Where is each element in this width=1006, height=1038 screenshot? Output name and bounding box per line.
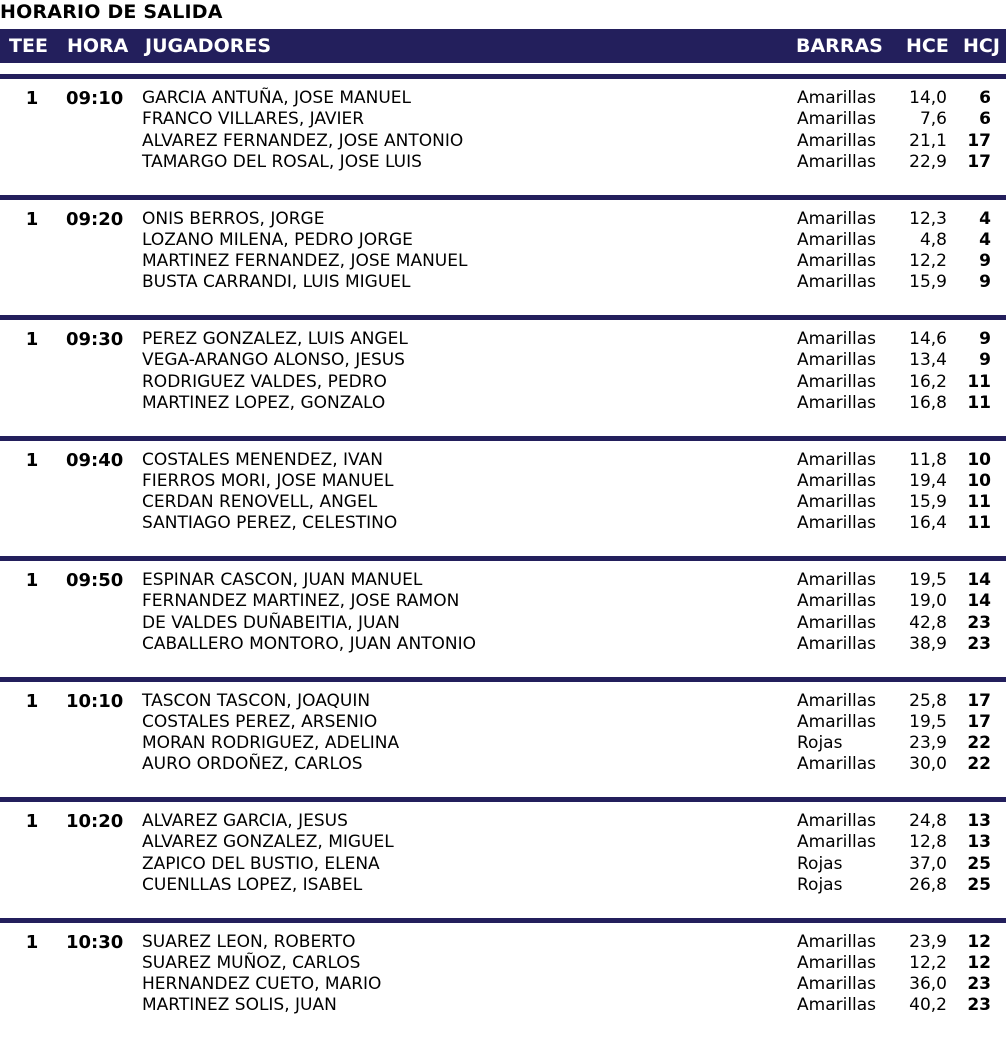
player-list: [0, 209, 1006, 294]
player-row: [0, 832, 1006, 853]
player-row: [0, 131, 1006, 152]
player-row: [0, 450, 1006, 471]
player-hce: 23,9: [898, 932, 947, 953]
player-name: FRANCO VILLARES, JAVIER: [142, 109, 364, 130]
tee-time-list: [0, 74, 1006, 1038]
player-name: MARTINEZ LOPEZ, GONZALO: [142, 393, 385, 414]
player-barras: Amarillas: [797, 152, 876, 173]
player-name: TASCON TASCON, JOAQUIN: [142, 691, 370, 712]
player-hce: 12,2: [898, 251, 947, 272]
player-name: MARTINEZ SOLIS, JUAN: [142, 995, 337, 1016]
player-row: [0, 492, 1006, 513]
player-name: SUAREZ LEON, ROBERTO: [142, 932, 356, 953]
player-hcj: 6: [958, 109, 991, 130]
player-hce: 14,6: [898, 329, 947, 350]
header-tee: TEE: [9, 29, 48, 63]
player-hcj: 9: [958, 329, 991, 350]
player-hcj: 4: [958, 209, 991, 230]
tee-time-group: [0, 195, 1006, 316]
player-list: [0, 570, 1006, 655]
player-hcj: 17: [958, 152, 991, 173]
player-barras: Amarillas: [797, 832, 876, 853]
player-hcj: 25: [958, 875, 991, 896]
tee-number: 1: [24, 88, 40, 109]
group-divider: [0, 556, 1006, 561]
player-hce: 12,8: [898, 832, 947, 853]
tee-time-group: [0, 677, 1006, 798]
player-hcj: 9: [958, 350, 991, 371]
player-name: LOZANO MILENA, PEDRO JORGE: [142, 230, 413, 251]
player-list: [0, 450, 1006, 535]
player-barras: Amarillas: [797, 393, 876, 414]
player-hce: 19,5: [898, 570, 947, 591]
player-name: TAMARGO DEL ROSAL, JOSE LUIS: [142, 152, 422, 173]
tee-time: 10:10: [66, 691, 123, 712]
player-barras: Amarillas: [797, 754, 876, 775]
player-hcj: 14: [958, 570, 991, 591]
player-name: HERNANDEZ CUETO, MARIO: [142, 974, 381, 995]
tee-time: 10:30: [66, 932, 123, 953]
player-hce: 23,9: [898, 733, 947, 754]
tee-time-group: [0, 74, 1006, 195]
player-name: ALVAREZ GONZALEZ, MIGUEL: [142, 832, 394, 853]
player-barras: Amarillas: [797, 712, 876, 733]
player-name: COSTALES MENENDEZ, IVAN: [142, 450, 383, 471]
tee-time-group: [0, 315, 1006, 436]
player-row: [0, 634, 1006, 655]
player-barras: Amarillas: [797, 350, 876, 371]
player-name: CERDAN RENOVELL, ANGEL: [142, 492, 377, 513]
player-row: [0, 272, 1006, 293]
player-barras: Amarillas: [797, 492, 876, 513]
player-hce: 16,4: [898, 513, 947, 534]
player-row: [0, 230, 1006, 251]
player-name: BUSTA CARRANDI, LUIS MIGUEL: [142, 272, 410, 293]
player-row: [0, 875, 1006, 896]
player-hce: 4,8: [898, 230, 947, 251]
player-hcj: 22: [958, 754, 991, 775]
group-divider: [0, 918, 1006, 923]
player-barras: Amarillas: [797, 109, 876, 130]
player-hcj: 11: [958, 372, 991, 393]
player-hcj: 6: [958, 88, 991, 109]
player-barras: Amarillas: [797, 450, 876, 471]
player-name: SUAREZ MUÑOZ, CARLOS: [142, 953, 360, 974]
player-barras: Amarillas: [797, 209, 876, 230]
player-name: COSTALES PEREZ, ARSENIO: [142, 712, 377, 733]
player-hcj: 10: [958, 450, 991, 471]
player-barras: Rojas: [797, 875, 842, 896]
tee-number: 1: [24, 329, 40, 350]
player-hce: 12,3: [898, 209, 947, 230]
player-hce: 21,1: [898, 131, 947, 152]
player-hce: 38,9: [898, 634, 947, 655]
player-row: [0, 854, 1006, 875]
player-barras: Amarillas: [797, 131, 876, 152]
player-barras: Amarillas: [797, 471, 876, 492]
tee-time: 09:30: [66, 329, 123, 350]
player-row: [0, 733, 1006, 754]
player-hcj: 11: [958, 513, 991, 534]
player-row: [0, 471, 1006, 492]
player-barras: Amarillas: [797, 513, 876, 534]
player-row: [0, 591, 1006, 612]
player-barras: Amarillas: [797, 570, 876, 591]
player-name: RODRIGUEZ VALDES, PEDRO: [142, 372, 387, 393]
tee-time: 10:20: [66, 811, 123, 832]
player-name: CUENLLAS LOPEZ, ISABEL: [142, 875, 362, 896]
player-hcj: 17: [958, 712, 991, 733]
tee-time: 09:10: [66, 88, 123, 109]
player-row: [0, 513, 1006, 534]
player-barras: Rojas: [797, 733, 842, 754]
player-row: [0, 372, 1006, 393]
player-hce: 13,4: [898, 350, 947, 371]
player-row: [0, 932, 1006, 953]
player-barras: Amarillas: [797, 953, 876, 974]
player-hcj: 25: [958, 854, 991, 875]
player-name: ONIS BERROS, JORGE: [142, 209, 324, 230]
player-row: [0, 350, 1006, 371]
player-name: ZAPICO DEL BUSTIO, ELENA: [142, 854, 380, 875]
header-hce: HCE: [906, 29, 949, 63]
player-hce: 15,9: [898, 492, 947, 513]
player-row: [0, 393, 1006, 414]
player-hce: 37,0: [898, 854, 947, 875]
player-name: MARTINEZ FERNANDEZ, JOSE MANUEL: [142, 251, 467, 272]
player-hcj: 17: [958, 131, 991, 152]
player-barras: Rojas: [797, 854, 842, 875]
player-row: [0, 570, 1006, 591]
player-hcj: 12: [958, 932, 991, 953]
player-hce: 14,0: [898, 88, 947, 109]
player-hcj: 11: [958, 393, 991, 414]
player-barras: Amarillas: [797, 329, 876, 350]
tee-time: 09:40: [66, 450, 123, 471]
player-row: [0, 953, 1006, 974]
player-hcj: 11: [958, 492, 991, 513]
player-name: CABALLERO MONTORO, JUAN ANTONIO: [142, 634, 476, 655]
player-name: ALVAREZ FERNANDEZ, JOSE ANTONIO: [142, 131, 463, 152]
player-hcj: 10: [958, 471, 991, 492]
player-barras: Amarillas: [797, 995, 876, 1016]
player-row: [0, 109, 1006, 130]
player-name: FIERROS MORI, JOSE MANUEL: [142, 471, 393, 492]
player-name: DE VALDES DUÑABEITIA, JUAN: [142, 613, 400, 634]
tee-time-group: [0, 556, 1006, 677]
table-header: [0, 29, 1006, 63]
player-barras: Amarillas: [797, 272, 876, 293]
player-hcj: 23: [958, 995, 991, 1016]
player-name: MORAN RODRIGUEZ, ADELINA: [142, 733, 399, 754]
player-hcj: 23: [958, 974, 991, 995]
player-row: [0, 613, 1006, 634]
player-hcj: 12: [958, 953, 991, 974]
player-hcj: 9: [958, 251, 991, 272]
player-barras: Amarillas: [797, 811, 876, 832]
tee-time: 09:50: [66, 570, 123, 591]
player-hcj: 23: [958, 634, 991, 655]
player-list: [0, 932, 1006, 1017]
player-barras: Amarillas: [797, 230, 876, 251]
tee-time-group: [0, 918, 1006, 1038]
player-row: [0, 88, 1006, 109]
header-jugadores: JUGADORES: [145, 29, 271, 63]
player-row: [0, 691, 1006, 712]
player-barras: Amarillas: [797, 372, 876, 393]
player-hce: 19,4: [898, 471, 947, 492]
player-list: [0, 329, 1006, 414]
player-hcj: 22: [958, 733, 991, 754]
player-row: [0, 995, 1006, 1016]
header-barras: BARRAS: [796, 29, 883, 63]
player-hce: 42,8: [898, 613, 947, 634]
page-title: HORARIO DE SALIDA: [0, 0, 223, 24]
player-hcj: 17: [958, 691, 991, 712]
group-divider: [0, 74, 1006, 79]
tee-number: 1: [24, 932, 40, 953]
player-row: [0, 152, 1006, 173]
group-divider: [0, 797, 1006, 802]
player-row: [0, 811, 1006, 832]
player-name: FERNANDEZ MARTINEZ, JOSE RAMON: [142, 591, 459, 612]
player-name: SANTIAGO PEREZ, CELESTINO: [142, 513, 397, 534]
tee-time-group: [0, 797, 1006, 918]
tee-number: 1: [24, 450, 40, 471]
player-name: VEGA-ARANGO ALONSO, JESUS: [142, 350, 405, 371]
player-hce: 40,2: [898, 995, 947, 1016]
tee-number: 1: [24, 209, 40, 230]
player-hce: 25,8: [898, 691, 947, 712]
player-barras: Amarillas: [797, 591, 876, 612]
player-hce: 24,8: [898, 811, 947, 832]
player-name: AURO ORDOÑEZ, CARLOS: [142, 754, 363, 775]
player-hce: 19,5: [898, 712, 947, 733]
tee-time-group: [0, 436, 1006, 557]
player-hcj: 13: [958, 811, 991, 832]
player-hce: 19,0: [898, 591, 947, 612]
player-list: [0, 88, 1006, 173]
player-row: [0, 329, 1006, 350]
player-barras: Amarillas: [797, 691, 876, 712]
player-barras: Amarillas: [797, 251, 876, 272]
player-hce: 15,9: [898, 272, 947, 293]
player-list: [0, 811, 1006, 896]
player-row: [0, 209, 1006, 230]
player-barras: Amarillas: [797, 88, 876, 109]
player-hcj: 23: [958, 613, 991, 634]
player-name: GARCIA ANTUÑA, JOSE MANUEL: [142, 88, 411, 109]
player-name: PEREZ GONZALEZ, LUIS ANGEL: [142, 329, 408, 350]
player-hce: 7,6: [898, 109, 947, 130]
player-hce: 26,8: [898, 875, 947, 896]
group-divider: [0, 677, 1006, 682]
player-hce: 12,2: [898, 953, 947, 974]
player-barras: Amarillas: [797, 634, 876, 655]
header-hora: HORA: [67, 29, 128, 63]
player-hce: 22,9: [898, 152, 947, 173]
tee-time: 09:20: [66, 209, 123, 230]
player-hcj: 9: [958, 272, 991, 293]
player-barras: Amarillas: [797, 974, 876, 995]
player-list: [0, 691, 1006, 776]
player-row: [0, 754, 1006, 775]
group-divider: [0, 195, 1006, 200]
player-row: [0, 251, 1006, 272]
player-hce: 36,0: [898, 974, 947, 995]
tee-number: 1: [24, 691, 40, 712]
player-barras: Amarillas: [797, 613, 876, 634]
player-hce: 30,0: [898, 754, 947, 775]
player-hce: 16,2: [898, 372, 947, 393]
group-divider: [0, 436, 1006, 441]
player-hce: 16,8: [898, 393, 947, 414]
tee-number: 1: [24, 570, 40, 591]
tee-number: 1: [24, 811, 40, 832]
player-hcj: 4: [958, 230, 991, 251]
player-barras: Amarillas: [797, 932, 876, 953]
player-hce: 11,8: [898, 450, 947, 471]
player-name: ALVAREZ GARCIA, JESUS: [142, 811, 348, 832]
player-hcj: 13: [958, 832, 991, 853]
player-row: [0, 974, 1006, 995]
group-divider: [0, 315, 1006, 320]
player-row: [0, 712, 1006, 733]
player-hcj: 14: [958, 591, 991, 612]
header-hcj: HCJ: [963, 29, 1000, 63]
player-name: ESPINAR CASCON, JUAN MANUEL: [142, 570, 422, 591]
